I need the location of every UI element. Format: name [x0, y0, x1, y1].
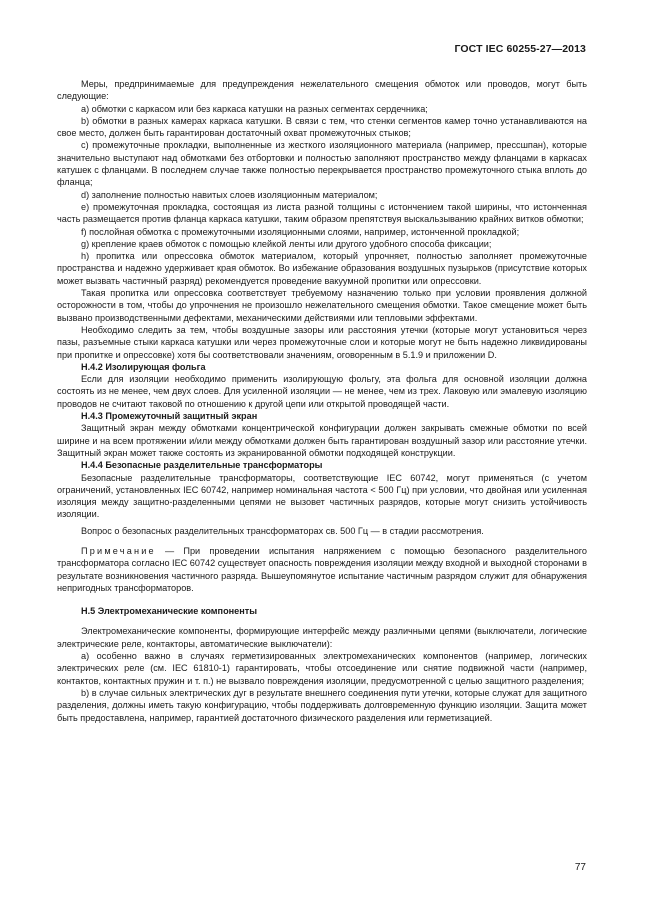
page-number: 77: [574, 862, 586, 873]
list-item-e: е) промежуточная прокладка, состоящая из листа разной толщины с истончением такой ширины, что истонченная часть размещается против фланца каркаса катушки, таким образом препятствуя выскальзыванию крайних витков обмотки;: [57, 201, 587, 225]
paragraph-foil: Если для изоляции необходимо применить изолирующую фольгу, эта фольга для основной изоляции должна состоять из не менее, чем двух слоев. Для усиленной изоляции — не менее, чем из трех. Лаковую или эмалевую изоляцию проводов не считают таковой по отношению к другой цепи или открытой проводящей части.: [57, 374, 587, 409]
section-heading-h-4-3: Н.4.3 Промежуточный защитный экран: [81, 411, 258, 422]
note-text: — При проведении испытания напряжением с помощью безопасного разделительного трансформатора согласно IEC 60742 существует опасность повреждения изоляции между входной и выходной сторонами в результате возникновения частичного разряда. Вышеупомянутое испытание частичным разрядом служит для обнаружения непригодных трансформаторов.: [57, 545, 587, 593]
list-item-c: с) промежуточные прокладки, выполненные из жесткого изоляционного материала (например, прессшпан), которые значительно выступают над обмотками без отбортовки и полностью заполняют пространство между фланцами в каркасах катушек с фланцами. В последнем случае также полностью перекрывается пространство промежуточного стыка вплоть до фланца;: [57, 140, 587, 188]
list-item-b: b) обмотки в разных камерах каркаса катушки. В связи с тем, что стенки сегментов камер точно устанавливаются на свое место, должен быть гарантирован достаточный охват промежуточных стыков;: [57, 115, 587, 139]
list-item-h: h) пропитка или опрессовка обмоток материалом, который упрочняет, полностью заполняет промежуточные пространства и надежно удерживает края обмоток. Во избежание образования воздушных пузырьков (присутствие которых может вызвать частичный разряд) рекомендуется проведение вакуумной пропитки или опрессовки.: [57, 251, 587, 286]
paragraph-screen: Защитный экран между обмотками концентрической конфигурации должен закрывать смежные обмотки по всей ширине и на всем протяжении и/или между обмотками должен быть гарантирован воздушный зазор или расстояние утечки. Защитный экран может также состоять из экранированной обмотки подходящей конструкции.: [57, 423, 587, 458]
document-header: ГОСТ IEC 60255-27—2013: [454, 43, 586, 55]
list-item-f: f) послойная обмотка с промежуточными изоляционными слоями, например, истонченной прокладкой;: [81, 226, 520, 237]
section-heading-h-5: Н.5 Электромеханические компоненты: [81, 606, 257, 617]
em-list-item-b: b) в случае сильных электрических дуг в результате внешнего соединения пути утечки, которые служат для защитного разделения, должны иметь такую конфигурацию, чтобы поддерживать долговременную функцию изоляции. Защита может быть предоставлена, например, гарантией достаточного физического разделения или герметизацией.: [57, 687, 587, 723]
section-heading-h-4-2: Н.4.2 Изолирующая фольга: [81, 361, 206, 372]
section-heading-h-4-4: Н.4.4 Безопасные разделительные трансформаторы: [81, 460, 323, 471]
paragraph-electromechanical: Электромеханические компоненты, формирующие интерфейс между различными цепями (выключатели, логические электрические реле, контакторы, автоматические выключатели):: [57, 626, 587, 649]
paragraph-question: Вопрос о безопасных разделительных трансформаторах св. 500 Гц — в стадии рассмотрения.: [81, 525, 484, 536]
list-item-d: d) заполнение полностью навитых слоев изоляционным материалом;: [81, 189, 378, 200]
list-item-a: а) обмотки с каркасом или без каркаса катушки на разных сегментах сердечника;: [81, 103, 428, 114]
list-item-g: g) крепление краев обмоток с помощью клейкой ленты или другого удобного способа фиксации;: [81, 238, 492, 249]
note-paragraph: [57, 545, 587, 594]
paragraph-transformers: Безопасные разделительные трансформаторы, соответствующие IEC 60742, могут применяться (с учетом ограничений, установленных IEC 60742, например номинальная частота < 500 Гц) при условии, что двойная или усиленная изоляция между защитно-разделенными цепями не вызовет частичных разрядов, которые могут снизить устойчивость изоляции.: [57, 472, 587, 520]
document-body: [57, 78, 587, 724]
intro-paragraph: Меры, предпринимаемые для предупреждения нежелательного смещения обмоток или проводов, могут быть следующие:: [57, 79, 587, 102]
paragraph-impregnation: Такая пропитка или опрессовка соответствует требуемому назначению только при условии проявления должной осторожности в том, чтобы до упрочнения не произошло нежелательного смещения обмотки. Такое смещение может быть вызвано производственными дефектами, механическими действиями или тепловыми эффектами.: [57, 288, 587, 323]
paragraph-clearances: Необходимо следить за тем, чтобы воздушные зазоры или расстояния утечки (которые могут установиться через пазы, разъемные стыки каркаса катушки или через промежуточные слои и которые могут не быть надежно ликвидированы при пропитке и опрессовке) хотя бы соответствовали значениям, оговоренным в 5.1.9 и приложении D.: [57, 324, 587, 360]
note-label: Примечание: [81, 545, 156, 556]
em-list-item-a: а) особенно важно в случаях герметизированных электромеханических компонентов (например, логических электрических реле (см. IEC 61810-1) гарантировать, чтобы отсоединение или снятие подвижной части (например, контактов, контактных пружин и т. п.) не вызвало повреждения изоляции, предусмотренной с целью защитного разделения;: [57, 651, 587, 686]
